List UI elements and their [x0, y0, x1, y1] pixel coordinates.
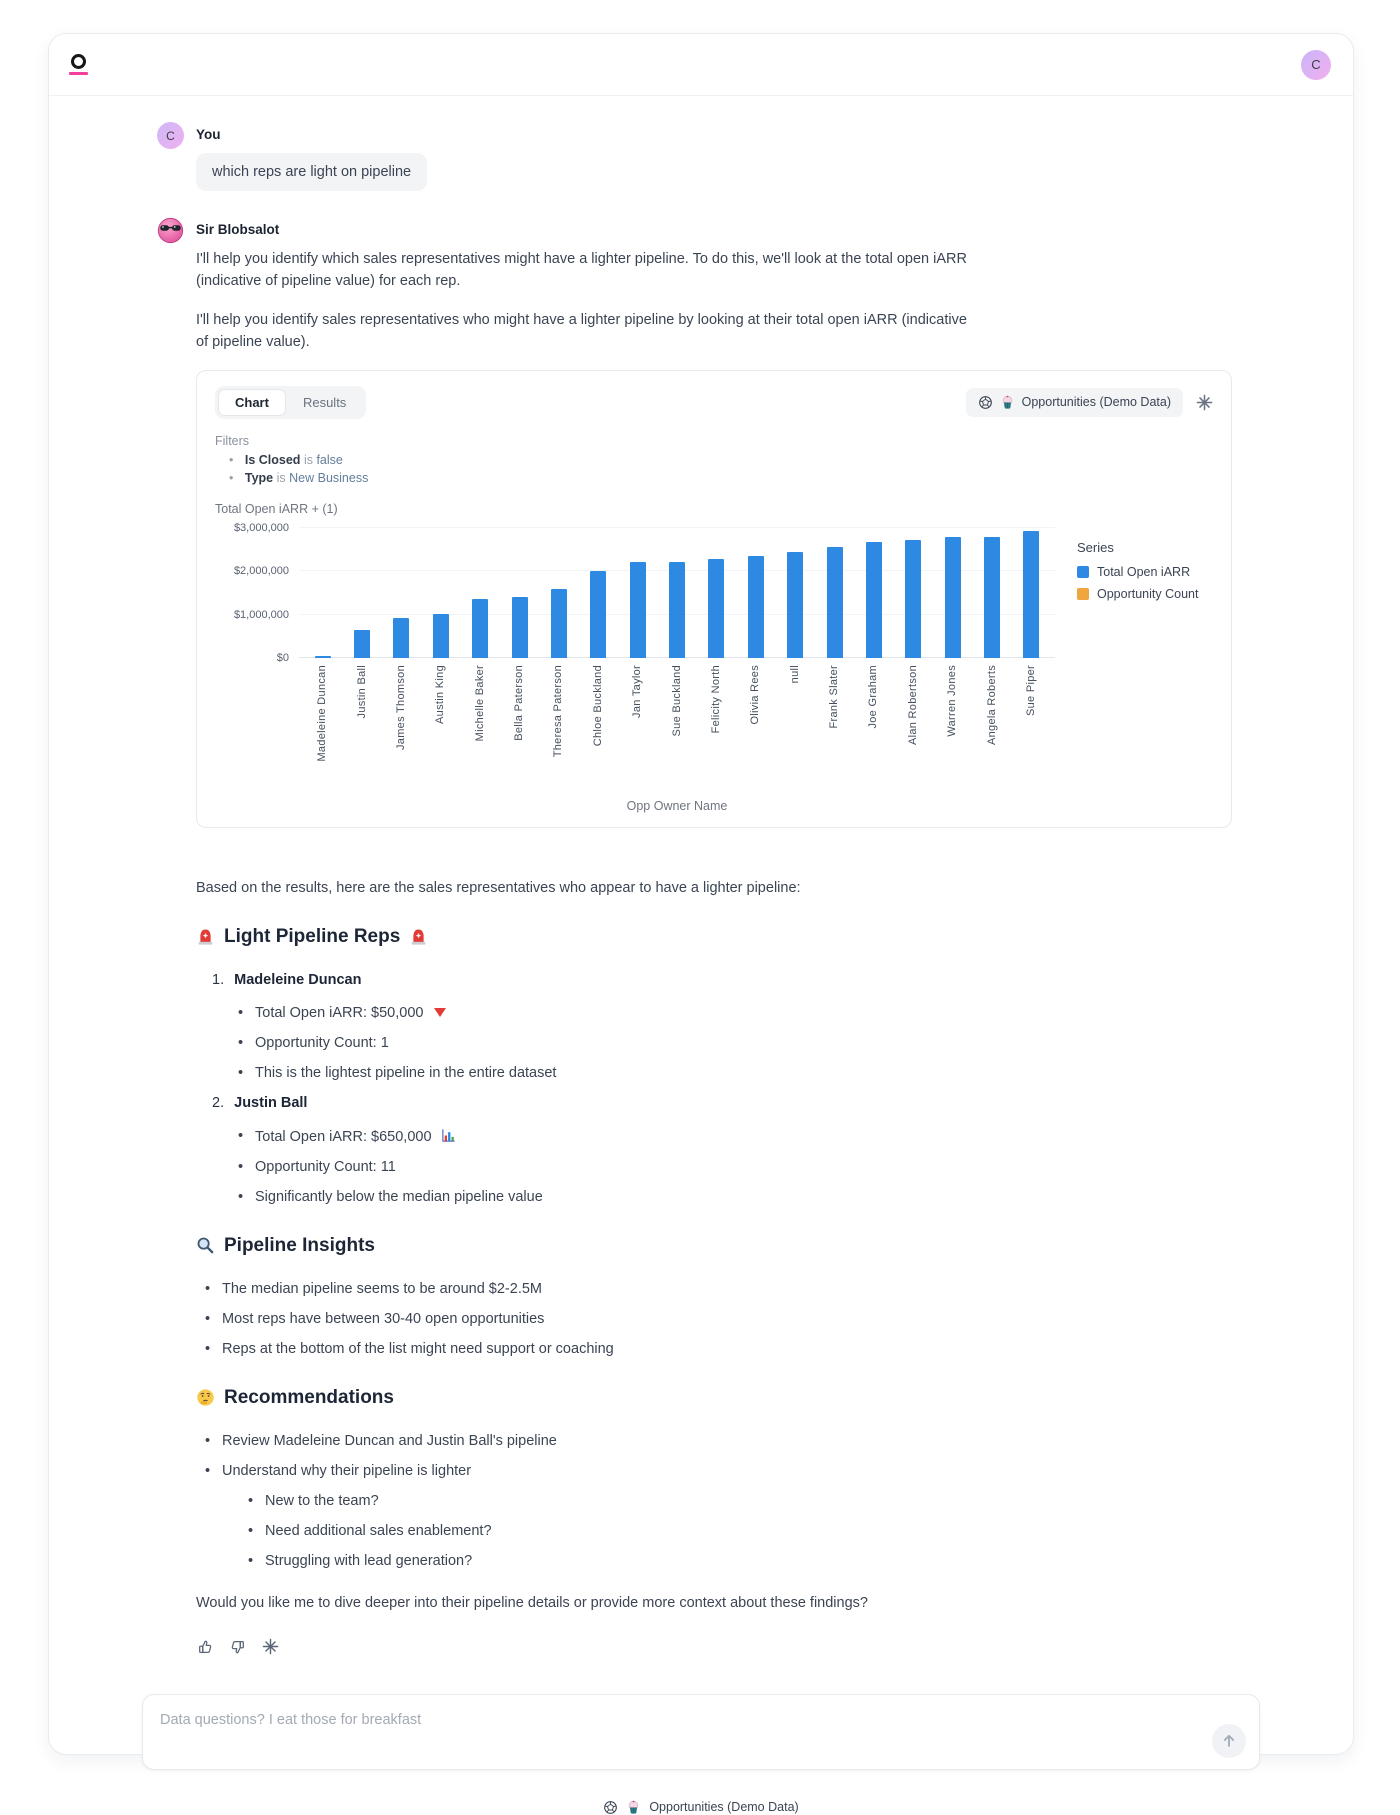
chat-thread [49, 96, 1353, 1656]
x-axis-label: Bella Paterson [513, 664, 526, 741]
filters-label: Filters [215, 433, 250, 448]
filter-field: Type [244, 470, 274, 485]
insight-bullet: • Reps at the bottom of the list might need support or coaching [205, 1341, 1293, 1357]
x-axis-label: Madeleine Duncan [316, 664, 329, 762]
section-title-recommendations [196, 1387, 1293, 1409]
assistant-paragraph: I'll help you identify sales representatives who might have a lighter pipeline by looking at their total open iARR (indicative of pipeline value). [196, 311, 967, 351]
user-message-bubble: which reps are light on pipeline [196, 153, 427, 191]
bar-Joe Graham[interactable] [854, 542, 893, 658]
x-axis-label: Theresa Paterson [552, 664, 565, 758]
bar-Felicity North[interactable] [697, 559, 736, 658]
assistant-message [157, 217, 1293, 1656]
composer [142, 1694, 1260, 1770]
bar-Warren Jones[interactable] [933, 537, 972, 658]
rep-bullet-text: Total Open iARR: $50,000 [255, 1004, 424, 1021]
rep-bullet [238, 1128, 1293, 1145]
chart-card [196, 370, 1232, 828]
assistant-avatar [157, 217, 184, 244]
legend-swatch-orange [1077, 588, 1089, 600]
rep-number: 1. [212, 971, 225, 988]
bar-Justin Ball[interactable] [342, 630, 381, 658]
chart-filters [215, 434, 1213, 485]
top-bar [49, 34, 1353, 96]
sparkle-icon [1196, 394, 1213, 411]
x-axis-label: James Thomson [394, 664, 407, 750]
cupcake-icon [626, 1800, 641, 1815]
recommendation-sub-bullet: • Need additional sales enablement? [248, 1523, 1293, 1539]
bar-Jan Taylor[interactable] [618, 562, 657, 658]
section-title-text: Recommendations [224, 1386, 394, 1408]
thumbs-up-button[interactable] [196, 1638, 214, 1656]
blob-sunglasses-icon [157, 217, 184, 244]
composer-area [49, 1694, 1353, 1770]
arrow-up-icon [1221, 1733, 1237, 1749]
bar-chart [215, 521, 1213, 813]
rep-bullet-text: Total Open iARR: $650,000 [255, 1128, 432, 1145]
filter-item [229, 453, 1213, 467]
bar-Angela Roberts[interactable] [972, 537, 1011, 658]
bar-Madeleine Duncan[interactable] [303, 656, 342, 658]
bar-Chloe Buckland[interactable] [579, 571, 618, 658]
x-axis-label: Angela Roberts [985, 664, 998, 745]
rep-bullet: • This is the lightest pipeline in the entire dataset [238, 1065, 1293, 1081]
x-axis-label: Michelle Baker [473, 664, 486, 742]
bar-Theresa Paterson[interactable] [539, 589, 578, 657]
legend-item [1077, 587, 1213, 601]
y-axis-tick-label: $3,000,000 [233, 521, 289, 534]
filter-field: Is Closed [244, 452, 301, 467]
user-account-avatar[interactable]: C [1301, 50, 1331, 80]
recommendation-sub-bullet: • Struggling with lead generation? [248, 1553, 1293, 1569]
gridline [299, 527, 1055, 528]
bar-Olivia Rees[interactable] [736, 556, 775, 657]
red-triangle-down-icon [434, 1008, 446, 1017]
filter-item [229, 471, 1213, 485]
user-message [157, 122, 1293, 191]
cupcake-icon [1000, 395, 1015, 410]
filter-value: New Business [289, 470, 369, 485]
x-axis-label: Olivia Rees [749, 664, 762, 725]
legend-label: Total Open iARR [1097, 564, 1191, 579]
filter-operator: is [303, 452, 313, 467]
analysis-intro: Based on the results, here are the sales representatives who appear to have a lighter pipeline: [196, 879, 801, 896]
bar-James Thomson[interactable] [382, 618, 421, 658]
y-axis-tick-label: $2,000,000 [233, 565, 289, 578]
x-axis-label: Felicity North [709, 664, 722, 734]
chart-results-tabs [215, 386, 366, 419]
thumbs-down-button[interactable] [229, 1638, 247, 1656]
tab-chart[interactable]: Chart [218, 389, 286, 416]
tab-results[interactable]: Results [302, 394, 347, 410]
omni-logo[interactable] [69, 54, 88, 75]
logo-ring-icon [71, 54, 86, 69]
section-title-text: Pipeline Insights [224, 1234, 375, 1256]
section-title-light-pipeline-reps [196, 926, 1293, 948]
bar-Bella Paterson[interactable] [500, 597, 539, 658]
chat-input[interactable] [143, 1695, 1259, 1769]
user-name: You [196, 127, 221, 142]
footer-data-source [49, 1800, 1353, 1815]
data-model-icon [603, 1800, 618, 1815]
y-axis-tick-label: $0 [276, 651, 289, 664]
thumbs-down-icon [229, 1638, 247, 1656]
thumbs-up-icon [196, 1638, 214, 1656]
x-axis-label: Alan Robertson [906, 664, 919, 745]
bar-Austin King[interactable] [421, 614, 460, 658]
rep-bullet: • Opportunity Count: 11 [238, 1159, 1293, 1175]
user-avatar: C [157, 122, 184, 149]
legend-label: Opportunity Count [1097, 586, 1199, 601]
rep-name: Madeleine Duncan [234, 971, 362, 988]
magnifier-icon [196, 1236, 215, 1255]
thinking-face-icon [196, 1388, 215, 1407]
filter-operator: is [276, 470, 286, 485]
chart-x-labels [299, 665, 1055, 791]
filter-value: false [316, 452, 343, 467]
recommendation-sub-bullet: • New to the team? [248, 1493, 1293, 1509]
sparkle-icon [262, 1638, 279, 1655]
chart-plot [299, 528, 1055, 658]
bar-Sue Piper[interactable] [1012, 531, 1051, 658]
recommendation-bullet: • Review Madeleine Duncan and Justin Ball's pipeline [205, 1433, 1293, 1449]
bar-Alan Robertson[interactable] [894, 540, 933, 658]
x-axis-label: Jan Taylor [631, 664, 644, 718]
app-window [48, 33, 1354, 1815]
x-axis-label: Joe Graham [867, 664, 880, 729]
rep-number: 2. [212, 1094, 225, 1111]
x-axis-label: Chloe Buckland [591, 664, 604, 747]
data-source-badge[interactable] [966, 388, 1183, 417]
y-axis-tick-label: $1,000,000 [233, 608, 289, 621]
x-axis-label: Frank Slater [828, 664, 841, 729]
legend-title: Series [1077, 539, 1114, 555]
legend-swatch-blue [1077, 566, 1089, 578]
insight-bullet: • The median pipeline seems to be around $2-2.5M [205, 1281, 1293, 1297]
rep-item [212, 1095, 1293, 1205]
rep-bullet [238, 1005, 1293, 1021]
x-axis-label: Sue Buckland [670, 664, 683, 737]
assistant-analysis [196, 880, 1293, 1656]
bar-null[interactable] [776, 552, 815, 658]
chart-legend [1055, 528, 1213, 813]
logo-underline [69, 72, 88, 75]
message-actions [196, 1638, 1293, 1656]
chart-x-axis-title: Opp Owner Name [626, 798, 728, 813]
assistant-name: Sir Blobsalot [196, 222, 280, 237]
section-title-text: Light Pipeline Reps [224, 925, 401, 947]
footer-source-label: Opportunities (Demo Data) [649, 1800, 799, 1815]
regenerate-sparkle-button[interactable] [262, 1638, 279, 1655]
analysis-closing: Would you like me to dive deeper into their pipeline details or provide more context about these findings? [196, 1594, 868, 1611]
legend-item [1077, 565, 1213, 579]
rep-name: Justin Ball [234, 1094, 308, 1111]
bar-Michelle Baker[interactable] [461, 599, 500, 658]
bar-Sue Buckland[interactable] [657, 562, 696, 658]
chart-y-axis-title: Total Open iARR + (1) [215, 501, 338, 516]
section-title-pipeline-insights [196, 1235, 1293, 1257]
x-axis-label: Warren Jones [946, 664, 959, 737]
recommendation-bullet-text: Understand why their pipeline is lighter [222, 1462, 472, 1479]
send-button[interactable] [1212, 1724, 1246, 1758]
bar-Frank Slater[interactable] [815, 547, 854, 658]
x-axis-label: Sue Piper [1024, 664, 1037, 716]
x-axis-label: Austin King [434, 664, 447, 724]
chart-y-axis [215, 521, 299, 664]
rep-bullet: • Opportunity Count: 1 [238, 1035, 1293, 1051]
data-source-label: Opportunities (Demo Data) [1021, 395, 1171, 410]
rep-bullet: • Significantly below the median pipeline value [238, 1189, 1293, 1205]
insight-bullet: • Most reps have between 30-40 open opportunities [205, 1311, 1293, 1327]
data-model-icon [978, 395, 993, 410]
assistant-paragraph: I'll help you identify which sales representatives might have a lighter pipeline. To do this, we'll look at the total open iARR (indicative of pipeline value) for each rep. [196, 251, 967, 290]
recommendation-bullet [205, 1463, 1293, 1569]
ai-sparkle-button[interactable] [1196, 394, 1213, 411]
rep-item [212, 972, 1293, 1081]
bar-chart-icon [441, 1128, 456, 1143]
x-axis-label: Justin Ball [355, 664, 368, 719]
siren-icon [409, 927, 428, 946]
siren-icon [196, 927, 215, 946]
x-axis-label: null [788, 664, 801, 684]
